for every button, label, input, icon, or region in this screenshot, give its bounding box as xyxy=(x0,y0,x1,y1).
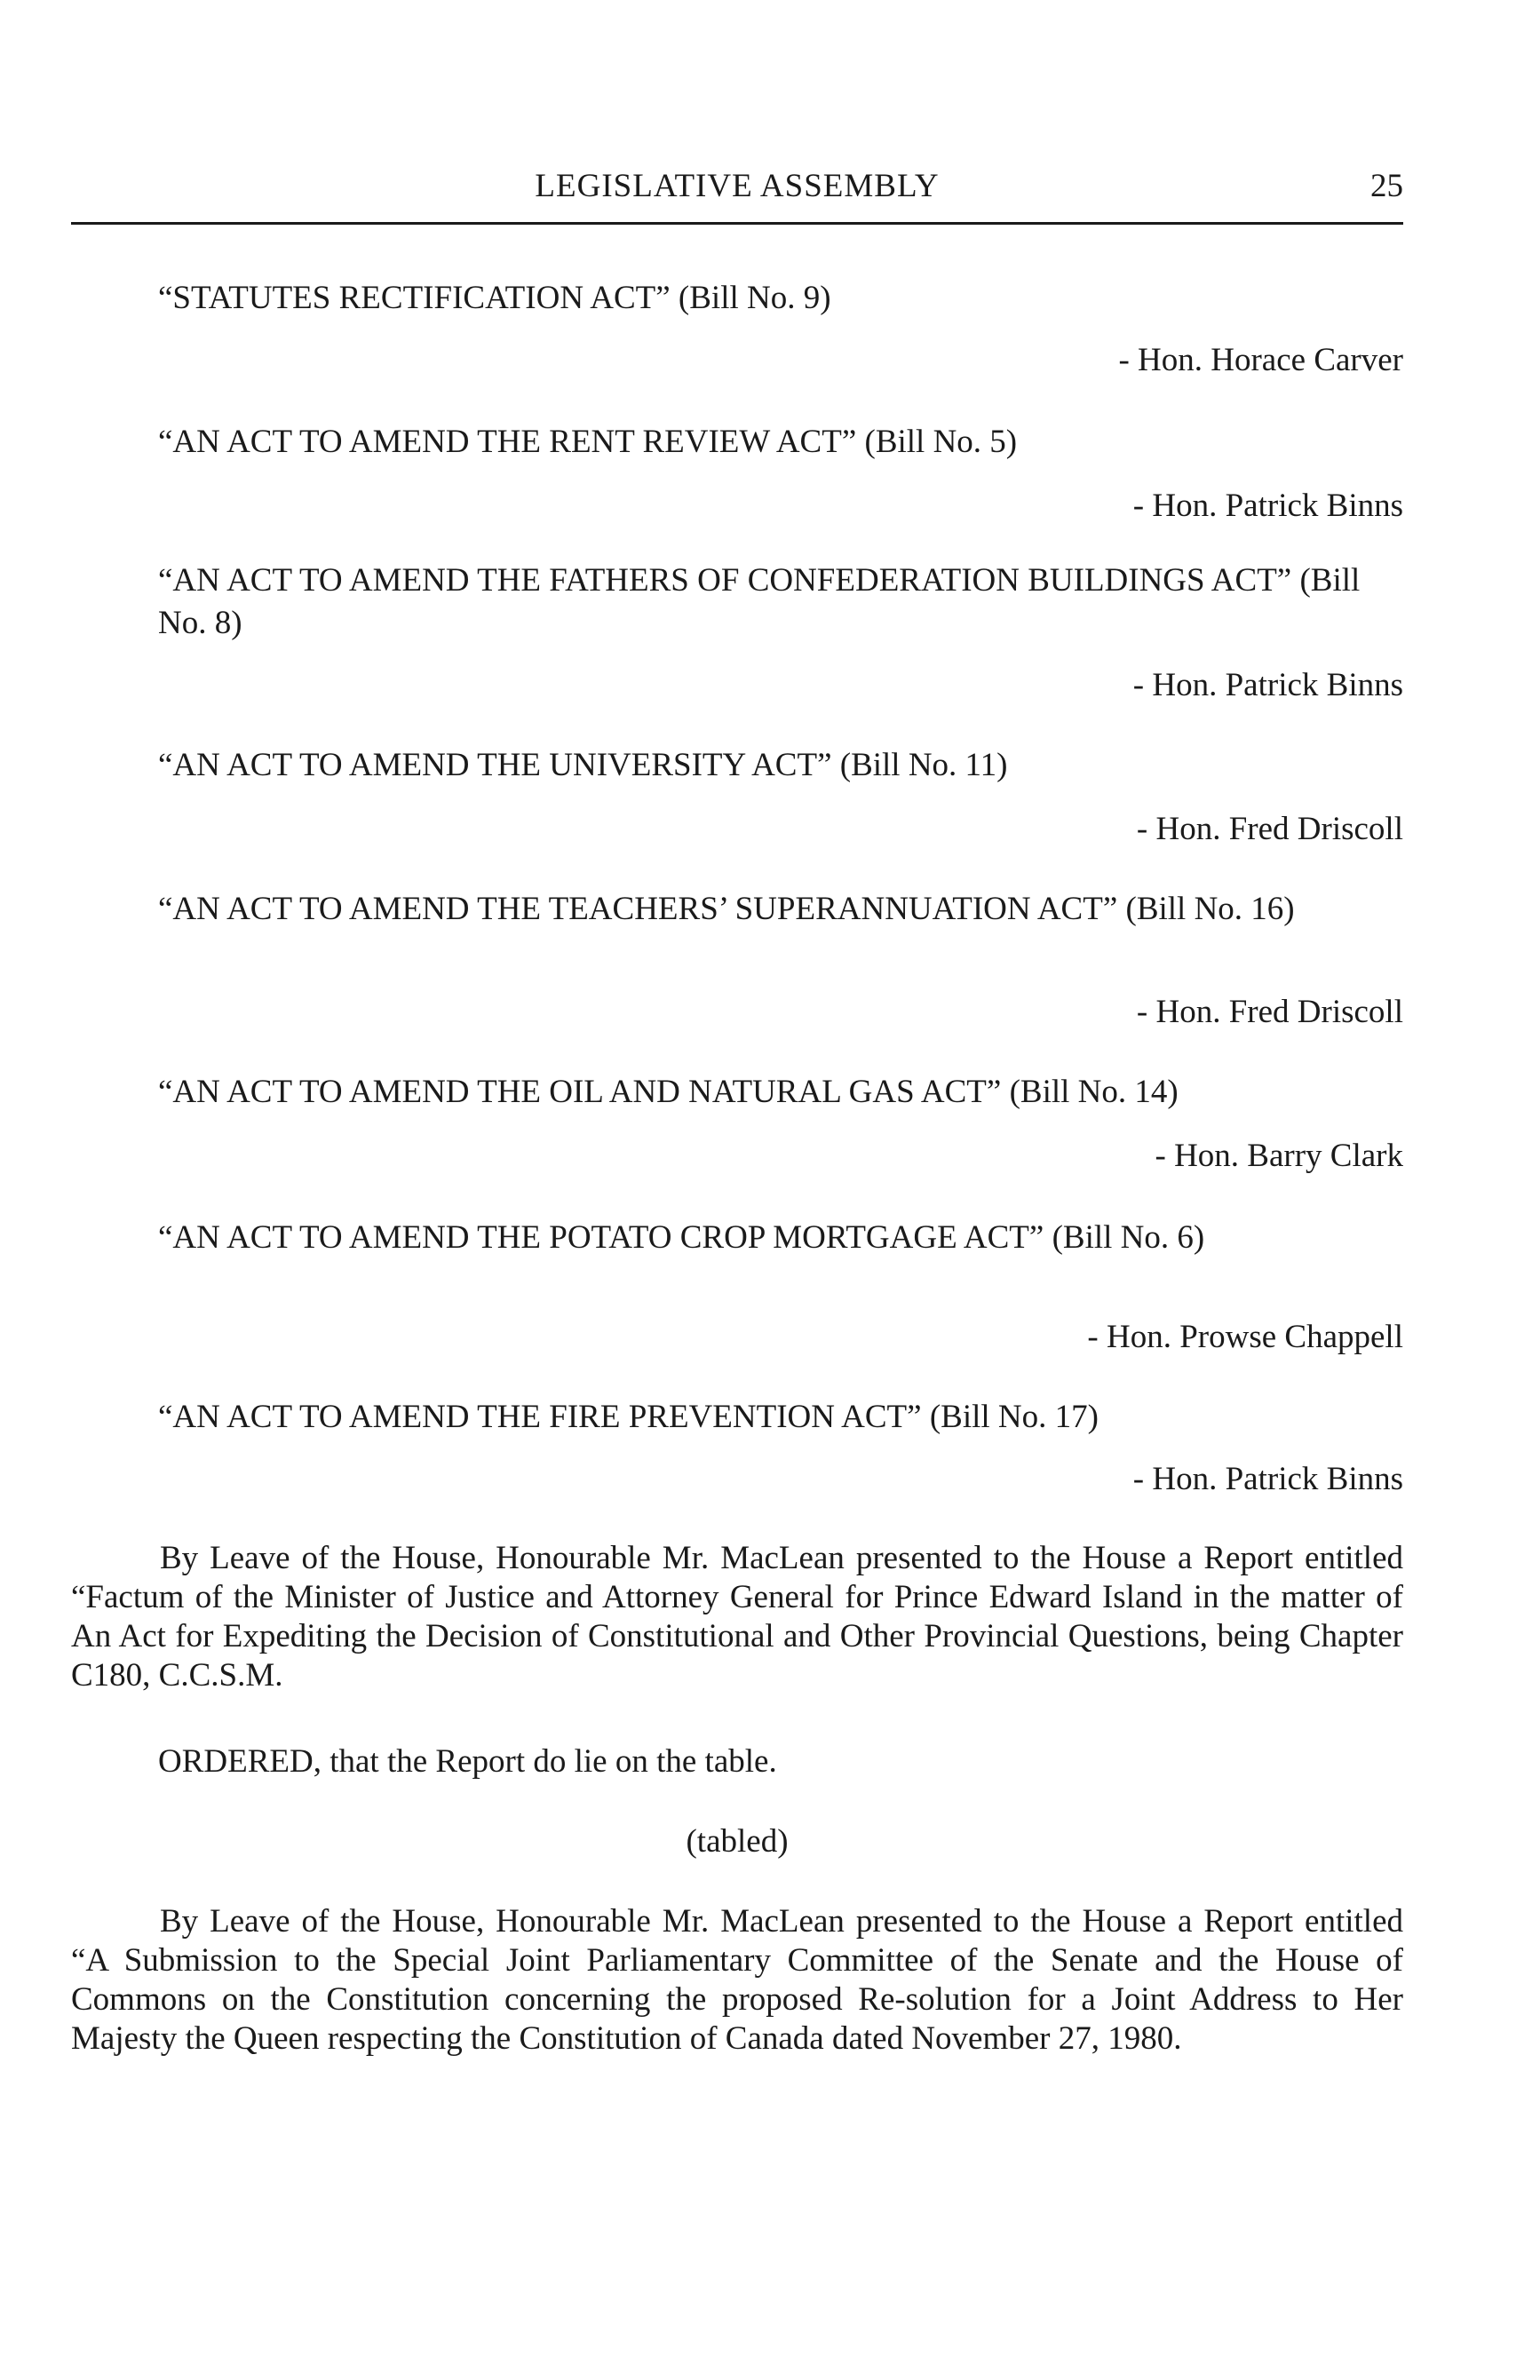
bill-sponsor: - Hon. Prowse Chappell xyxy=(1087,1319,1403,1355)
header-rule xyxy=(71,222,1403,225)
bill-title: “AN ACT TO AMEND THE RENT REVIEW ACT” (Bill No. 5) xyxy=(158,424,1018,460)
bill-sponsor: - Hon. Fred Driscoll xyxy=(1136,811,1403,847)
bill-sponsor: - Hon. Patrick Binns xyxy=(1132,488,1403,524)
bill-title: “AN ACT TO AMEND THE FATHERS OF CONFEDERATION BUILDINGS ACT” (Bill No. 8) xyxy=(158,562,1361,641)
bill-title: “AN ACT TO AMEND THE UNIVERSITY ACT” (Bill No. 11) xyxy=(158,747,1008,783)
bill-title: “AN ACT TO AMEND THE OIL AND NATURAL GAS ACT” (Bill No. 14) xyxy=(158,1074,1179,1110)
bill-sponsor: - Hon. Patrick Binns xyxy=(1132,1461,1403,1497)
bill-title: “STATUTES RECTIFICATION ACT” (Bill No. 9) xyxy=(158,280,831,316)
page-header xyxy=(71,160,1403,213)
bill-title: “AN ACT TO AMEND THE POTATO CROP MORTGAGE ACT” (Bill No. 6) xyxy=(158,1219,1205,1256)
bill-sponsor: - Hon. Horace Carver xyxy=(1118,342,1403,378)
document-page xyxy=(71,0,1403,2380)
report-paragraph: By Leave of the House, Honourable Mr. MacLean presented to the House a Report entitled “A Submission to the Special Joint Parliamentary Committee of the Senate and the House of Commons on the Constitution concerning the proposed Re-solution for a Joint Address to Her Majesty the Queen respecting the Constitution of Canada dated November 27, 1980. xyxy=(71,1903,1403,2057)
page-number: 25 xyxy=(1370,168,1403,204)
bill-sponsor: - Hon. Patrick Binns xyxy=(1132,667,1403,703)
header-title: LEGISLATIVE ASSEMBLY xyxy=(535,168,940,204)
bill-title: “AN ACT TO AMEND THE TEACHERS’ SUPERANNUATION ACT” (Bill No. 16) xyxy=(158,891,1295,927)
report-paragraph: By Leave of the House, Honourable Mr. MacLean presented to the House a Report entitled “Factum of the Minister of Justice and Attorney General for Prince Edward Island in the matter of An Act for Expediting the Decision of Constitutional and Other Provincial Questions, being Chapter C180, C.C.S.M. xyxy=(71,1540,1403,1694)
bill-sponsor: - Hon. Barry Clark xyxy=(1155,1138,1403,1174)
bill-title: “AN ACT TO AMEND THE FIRE PREVENTION ACT” (Bill No. 17) xyxy=(158,1399,1099,1435)
order-text: ORDERED, that the Report do lie on the table. xyxy=(158,1743,777,1780)
bill-sponsor: - Hon. Fred Driscoll xyxy=(1136,994,1403,1030)
tabled-note: (tabled) xyxy=(686,1823,789,1860)
